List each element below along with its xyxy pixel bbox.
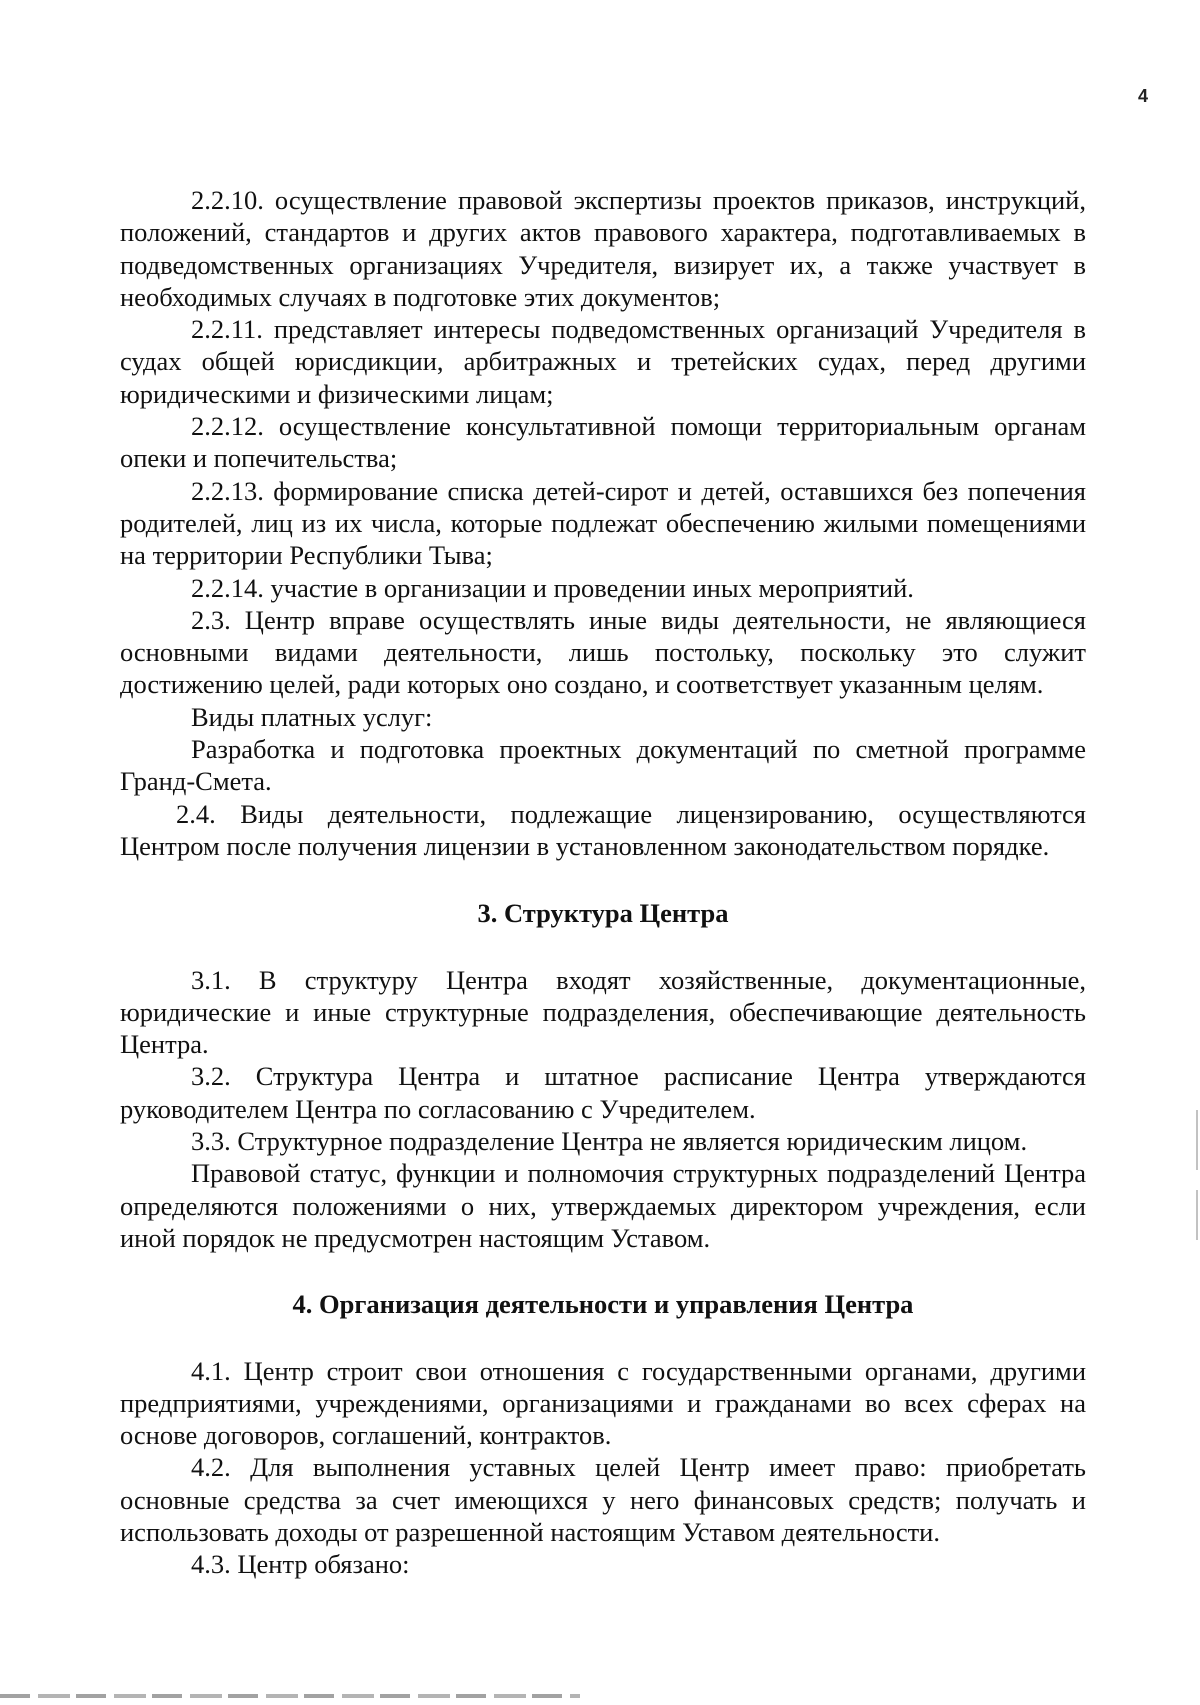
paragraph-2-3: 2.3. Центр вправе осуществлять иные виды деятельности, не являющиеся основными видами деятельности, лишь постольку, поскольку это служит достижению целей, ради которых оно создано, и соответствует указанным целям.	[120, 604, 1086, 700]
spacer	[120, 930, 1086, 964]
paragraph-2-2-12: 2.2.12. осуществление консультативной помощи территориальным органам опеки и попечительства;	[120, 411, 1086, 474]
paragraph-4-3: 4.3. Центр обязано:	[191, 1549, 410, 1580]
section-3-heading: 3. Структура Центра	[477, 898, 729, 929]
page-number: 4	[1137, 86, 1148, 106]
paragraph-4-1: 4.1. Центр строит свои отношения с государственными органами, другими предприятиями, учреждениями, организациями и гражданами во всех сферах на основе договоров, соглашений, контрактов.	[120, 1355, 1086, 1451]
scan-artifact	[0, 1694, 580, 1698]
paragraph-2-2-14: 2.2.14. участие в организации и проведении иных мероприятий.	[191, 572, 914, 603]
document-body	[120, 184, 1086, 1581]
section-4-heading: 4. Организация деятельности и управления Центра	[292, 1289, 914, 1320]
paragraph-paid-services-label: Виды платных услуг:	[191, 701, 433, 732]
paragraph-2-2-13: 2.2.13. формирование списка детей-сирот и детей, оставшихся без попечения родителей, лиц из их числа, которые подлежат обеспечению жилыми помещениями на территории Республики Тыва;	[120, 475, 1086, 571]
paragraph-3-2: 3.2. Структура Центра и штатное расписание Центра утверждаются руководителем Центра по согласованию с Учредителем.	[120, 1061, 1086, 1124]
spacer	[120, 1321, 1086, 1355]
paragraph-2-2-10: 2.2.10. осуществление правовой экспертизы проектов приказов, инструкций, положений, стандартов и других актов правового характера, подготавливаемых в подведомственных организациях Учредителя, визирует их, а также участвует в необходимых случаях в подготовке этих документов;	[120, 185, 1086, 312]
spacer	[120, 862, 1086, 897]
paragraph-4-2: 4.2. Для выполнения уставных целей Центр имеет право: приобретать основные средства за счет имеющихся у него финансовых средств; получать и использовать доходы от разрешенной настоящим Уставом деятельности.	[120, 1452, 1086, 1547]
paragraph-3-1: 3.1. В структуру Центра входят хозяйственные, документационные, юридические и иные структурные подразделения, обеспечивающие деятельность Центра.	[120, 964, 1086, 1060]
paragraph-3-3: 3.3. Структурное подразделение Центра не является юридическим лицом.	[191, 1126, 1028, 1157]
spacer	[120, 1254, 1086, 1288]
paragraph-paid-services-item: Разработка и подготовка проектных документаций по сметной программе Гранд-Смета.	[120, 734, 1086, 797]
scan-artifact	[1196, 1110, 1198, 1170]
scan-artifact	[1196, 1190, 1198, 1240]
paragraph-2-2-11: 2.2.11. представляет интересы подведомственных организаций Учредителя в судах общей юрисдикции, арбитражных и третейских судах, перед другими юридическими и физическими лицам;	[120, 314, 1086, 409]
paragraph-2-4: 2.4. Виды деятельности, подлежащие лицензированию, осуществляются Центром после получения лицензии в установленном законодательством порядке.	[120, 798, 1086, 861]
paragraph-legal-status: Правовой статус, функции и полномочия структурных подразделений Центра определяются положениями о них, утверждаемых директором учреждения, если иной порядок не предусмотрен настоящим Уставом.	[120, 1158, 1086, 1253]
